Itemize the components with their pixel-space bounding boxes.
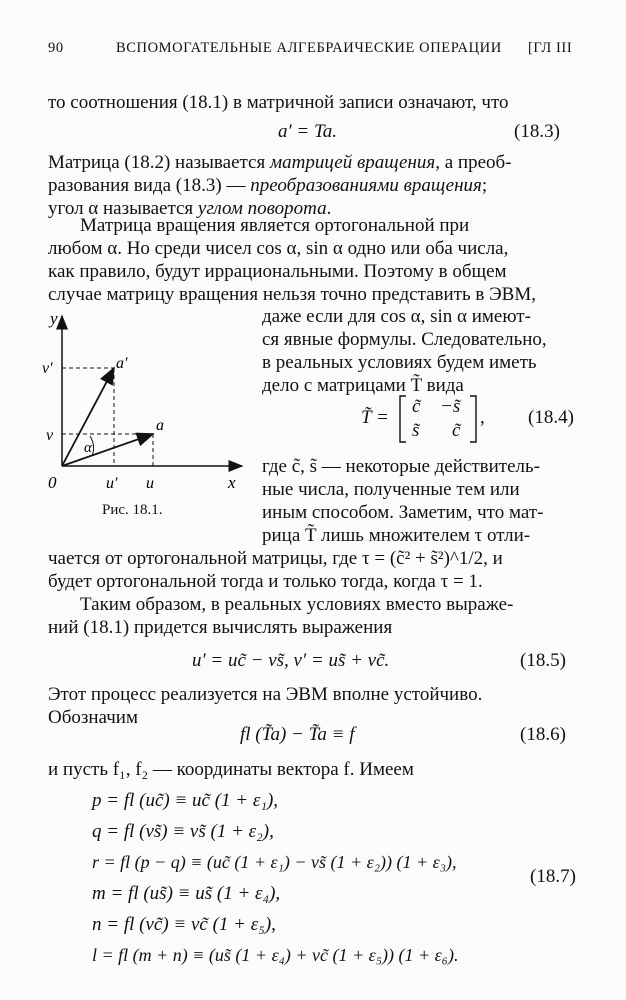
text-line: случае матрицу вращения нельзя точно представить в ЭВМ, [48, 284, 536, 305]
page-number: 90 [48, 40, 64, 56]
text-line: рица T̃ лишь множителем τ отли- [262, 525, 531, 546]
text-line: будет ортогональной тогда и только тогда, когда τ = 1. [48, 571, 483, 592]
figure-caption: Рис. 18.1. [102, 502, 163, 518]
text-line: ные числа, полученные тем или [262, 479, 520, 500]
text-line: иным способом. Заметим, что мат- [262, 502, 544, 523]
text-line: и пусть f₁, f₂ — координаты вектора f. Имеем [48, 759, 414, 780]
figure-18-1 [40, 306, 255, 506]
term-rotation-angle: углом поворота [197, 198, 327, 219]
text-line: то соотношения (18.1) в матричной записи означают, что [48, 92, 509, 113]
label-u: u [146, 475, 154, 492]
text-line: любом α. Но среди чисел cos α, sin α одно или оба числа, [48, 238, 509, 259]
equation-18-7-line-5: n = fl (vc̃) ≡ vc̃ (1 + ε₅), [92, 914, 276, 935]
matrix-lhs: T̃ = [361, 407, 389, 428]
equation-number: (18.3) [514, 121, 560, 142]
label-u-prime: u′ [106, 475, 118, 492]
label-alpha: α [84, 440, 92, 456]
equation-18-7-line-4: m = fl (us̃) ≡ us̃ (1 + ε₄), [92, 883, 281, 904]
text-line [48, 175, 487, 197]
equation-18-7-line-1: p = fl (uc̃) ≡ uc̃ (1 + ε₁), [92, 790, 279, 811]
text-segment: разования вида (18.3) — [48, 175, 251, 196]
equation-number: (18.4) [528, 407, 574, 428]
text-line: в реальных условиях будем иметь [262, 352, 537, 373]
label-y: y [50, 309, 58, 328]
matrix-entry-11: c̃ [412, 396, 421, 417]
text-segment: ; [481, 175, 488, 196]
matrix-comma: , [480, 407, 485, 428]
text-line: Таким образом, в реальных условиях вместо выраже- [80, 594, 514, 615]
term-rotation-matrix: матрицей вращения [269, 152, 436, 173]
label-x: x [228, 473, 236, 492]
equation-number: (18.6) [520, 724, 566, 745]
equation-number: (18.7) [530, 866, 576, 887]
right-bracket [470, 396, 476, 442]
equation-18-3: a′ = Ta. [278, 121, 338, 142]
text-segment: угол α называется [48, 198, 198, 219]
equation-18-5: u′ = uc̃ − vs̃, v′ = us̃ + vc̃. [192, 650, 390, 671]
text-line: как правило, будут иррациональными. Поэтому в общем [48, 261, 507, 282]
text-line: дело с матрицами T̃ вида [262, 375, 464, 396]
label-v: v [46, 427, 54, 444]
text-segment: . [326, 198, 332, 219]
text-line [48, 152, 512, 174]
left-bracket [400, 396, 406, 442]
running-title: ВСПОМОГАТЕЛЬНЫЕ АЛГЕБРАИЧЕСКИЕ ОПЕРАЦИИ [116, 40, 502, 56]
matrix-entry-12: −s̃ [440, 396, 461, 417]
text-line: Этот процесс реализуется на ЭВМ вполне устойчиво. [48, 684, 483, 705]
chapter-marker: [ГЛ III [528, 40, 573, 56]
equation-18-7-line-6: l = fl (m + n) ≡ (us̃ (1 + ε₄) + vc̃ (1 + ε₅)) (1 + ε₆). [92, 945, 459, 965]
equation-number: (18.5) [520, 650, 566, 671]
text-segment: Матрица (18.2) называется [48, 152, 270, 173]
text-line: Обозначим [48, 707, 138, 728]
equation-18-7-line-3: r = fl (p − q) ≡ (uc̃ (1 + ε₁) − vs̃ (1 + ε₂)) (1 + ε₃), [92, 852, 457, 872]
equation-18-6: fl (T̃a) − T̃a ≡ f [240, 724, 355, 745]
matrix-entry-22: c̃ [452, 420, 461, 441]
text-line: чается от ортогональной матрицы, где τ = (c̃² + s̃²)^1/2, и [48, 548, 503, 569]
label-v-prime: v′ [42, 360, 53, 377]
term-rotation-transformations: преобразованиями вращения [250, 175, 482, 196]
text-line: даже если для cos α, sin α имеют- [262, 306, 531, 327]
equation-18-7-line-2: q = fl (vs̃) ≡ vs̃ (1 + ε₂), [92, 821, 274, 842]
text-line: Матрица вращения является ортогональной при [80, 215, 470, 236]
text-line: ся явные формулы. Следовательно, [262, 329, 547, 350]
label-a: a [156, 417, 164, 434]
matrix-entry-21: s̃ [412, 420, 420, 441]
label-a-prime: a′ [116, 355, 128, 372]
text-line: где c̃, s̃ — некоторые действитель- [262, 456, 540, 477]
text-line: ний (18.1) придется вычислять выражения [48, 617, 393, 638]
label-origin: 0 [48, 473, 57, 492]
text-segment: , а преоб- [435, 152, 512, 173]
